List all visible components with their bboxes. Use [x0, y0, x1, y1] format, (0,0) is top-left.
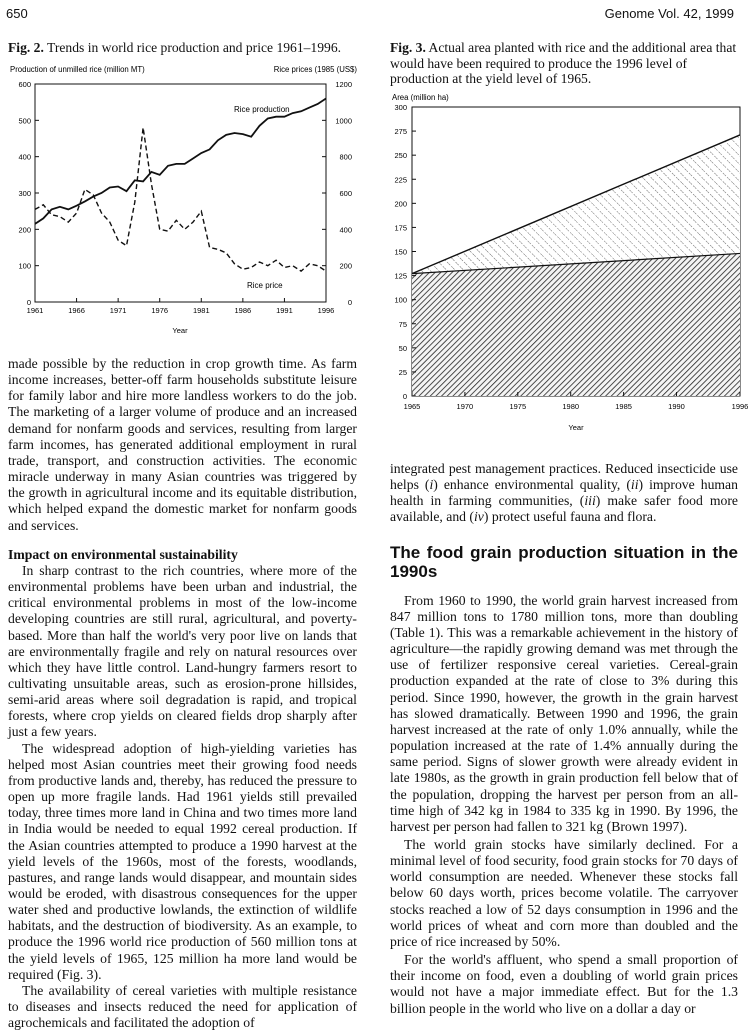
fig3-y-axis-label: Area (million ha) — [392, 93, 449, 102]
fig2-right-tick-label: 800 — [339, 152, 352, 162]
fig3-y-tick-label: 175 — [394, 223, 407, 233]
rice-production-line — [35, 99, 326, 224]
right-p0-text-a: integrated pest management practices. Reduced insecticide use helps ( — [390, 461, 738, 493]
right-paragraph-1: From 1960 to 1990, the world grain harvest increased from 847 million tons to 1780 million tons, more than doubling (Table 1). This was a remarkable achievement in the history of agriculture—the rapidly growing demand was met through the use of fertilizer responsive cereal varieties. Cereal-grain production expanded at the rate of close to 3% during this period. Since 1990, however, the growth in the grain harvest has slowed dramatically. Between 1990 and 1996, the grain harvest increased at the rate of only 1.0% annually, while the population increased at the rate of 1.4% annually during the same period. Signs of slower growth were already evident in late 1980s, as the growth in grain production fell below that of the population, dropping the harvest per person from an all-time high of 342 kg in 1984 to 335 kg in 1990. By 1996, the harvest per person had fallen to 321 kg (Brown 1997). — [390, 592, 738, 834]
fig3-y-tick-label: 300 — [394, 103, 407, 112]
right-p0-text-e: ) protect useful fauna and flora. — [483, 509, 657, 525]
right-paragraph-2: The world grain stocks have similarly declined. For a minimal level of food security, food grain stocks for 70 days of world consumption are needed. Whenever these stocks fall below 60 days worth, prices become volatile. The carryover stocks reached a low of 52 days consumption in 1996 and the world prices of wheat and corn more than doubled and the price of rice increased by 50%. — [390, 836, 738, 949]
journal-running-head: Genome Vol. 42, 1999 — [604, 6, 734, 21]
fig3-y-tick-label: 25 — [398, 367, 407, 377]
fig3-y-tick-label: 250 — [394, 151, 407, 161]
fig2-right-tick-label: 1200 — [335, 80, 352, 89]
fig3-y-tick-label: 75 — [398, 319, 407, 329]
right-column — [390, 461, 738, 1017]
right-p0-text-d: ) make safer food more available, and ( — [390, 493, 738, 525]
rice-price-line — [35, 128, 326, 272]
left-paragraph-1: In sharp contrast to the rich countries, where more of the environmental problems have been urban and industrial, the critical environmental problems in most of the low-income developing countries are still rural, agricultural, and poverty-based. More than half the world's very poor live on lands that are environmentally fragile and rely on natural resources over which they have little control. Land-hungry farmers resort to cultivating unsuitable areas, such as erosion-prone hillsides, semi-arid areas where soil degradation is rapid, and tropical forests, where crop yields on cleared fields drop sharply after just a few years. — [8, 562, 357, 740]
right-p0-text-b: ) enhance environmental quality, ( — [433, 477, 631, 493]
fig2-right-axis-label: Rice prices (1985 (US$) — [273, 65, 357, 74]
fig2-caption-text: Trends in world rice production and price 1961–1996. — [47, 40, 342, 55]
fig2-x-tick-label: 1981 — [192, 306, 210, 315]
fig2-left-tick-label: 600 — [18, 80, 31, 89]
right-p0-text-c: ) improve human health in farming communities, ( — [390, 477, 738, 509]
section-heading-food-grain-1990s: The food grain production situation in the 1990s — [390, 542, 738, 581]
fig2-x-tick-label: 1976 — [151, 306, 169, 315]
fig2-chart — [0, 62, 370, 352]
fig2-x-tick-label: 1986 — [234, 306, 252, 315]
right-p0-numeral-4: iv — [473, 509, 484, 525]
fig3-chart — [385, 90, 750, 445]
fig3-y-tick-label: 100 — [394, 295, 407, 305]
fig3-x-tick-label: 1970 — [456, 402, 474, 411]
fig3-x-tick-label: 1985 — [615, 402, 632, 411]
section-heading-environmental-sustainability: Impact on environmental sustainability — [8, 546, 238, 562]
fig2-x-tick-label: 1961 — [26, 306, 44, 315]
left-paragraph-3: The availability of cereal varieties with multiple resistance to diseases and insects reduced the need for application of agrochemicals and facilitated the adoption of — [8, 982, 357, 1031]
fig3-caption-label: Fig. 3. — [390, 40, 426, 55]
fig2-caption-label: Fig. 2. — [8, 40, 44, 55]
fig2-left-axis-label: Production of unmilled rice (million MT) — [10, 65, 145, 74]
page-number: 650 — [6, 6, 28, 21]
fig3-x-tick-label: 1975 — [509, 402, 527, 411]
fig3-x-tick-label: 1980 — [562, 402, 580, 411]
fig3-x-axis-label: Year — [568, 423, 584, 432]
rice-price-series-label: Rice price — [247, 281, 283, 290]
fig3-x-tick-label: 1996 — [731, 402, 749, 411]
fig2-left-tick-label: 300 — [18, 189, 31, 198]
fig2-x-tick-label: 1966 — [68, 306, 85, 315]
fig3-y-tick-label: 275 — [394, 127, 407, 137]
fig3-y-tick-label: 125 — [394, 271, 407, 281]
fig2-x-tick-label: 1996 — [317, 306, 335, 315]
fig2-x-tick-label: 1991 — [276, 306, 293, 315]
fig3-caption-text: Actual area planted with rice and the additional area that would have been required to produce the 1996 level of production at the yield level of 1965. — [390, 40, 737, 86]
fig2-left-tick-label: 400 — [18, 152, 31, 162]
left-paragraph-2: The widespread adoption of high-yielding varieties has helped most Asian countries meet their growing food needs from productive lands and, thereby, has reduced the pressure to open up more fragile lands. Had 1961 yields still prevailed today, three times more land in China and two times more land in India would be needed to equal 1992 cereal production. If the Asian countries attempted to produce a 1990 harvest at the yield levels of the 1960s, most of the forests, woodlands, pastures, and range lands would disappear, and mountain sides would be eroded, with disastrous consequences for the upper water shed and productive lowlands, the extinction of wildlife habitats, and the destruction of biodiversity. As an example, to produce the 1996 world rice production of 560 million tons at the yield levels of 1965, 125 million ha more land would be required (Fig. 3). — [8, 740, 357, 982]
actual-area-region — [412, 253, 740, 396]
fig3-y-tick-label: 150 — [394, 247, 407, 257]
right-paragraph-3: For the world's affluent, who spend a small proportion of their income on food, even a doubling of world grain prices would not have a major immediate effect. But for the 1.3 billion people in the world who live on a dollar a day or — [390, 952, 738, 1016]
fig3-x-tick-label: 1990 — [668, 402, 685, 411]
fig2-right-tick-label: 400 — [339, 225, 352, 235]
fig2-caption — [8, 40, 358, 56]
fig2-left-tick-label: 200 — [18, 225, 31, 235]
fig2-right-tick-label: 200 — [339, 261, 352, 271]
fig3-y-tick-label: 225 — [394, 175, 407, 185]
fig2-right-tick-label: 1000 — [335, 116, 352, 126]
fig3-x-tick-label: 1965 — [403, 402, 421, 411]
fig3-y-tick-label: 0 — [402, 392, 407, 401]
right-p0-numeral-1: i — [429, 477, 434, 493]
fig2-x-axis-label: Year — [172, 326, 188, 335]
right-paragraph-0 — [390, 461, 738, 526]
fig2-left-tick-label: 500 — [18, 116, 31, 126]
fig2-left-tick-label: 0 — [26, 298, 31, 307]
rice-production-series-label: Rice production — [234, 105, 290, 114]
fig2-left-tick-label: 100 — [18, 261, 31, 271]
fig2-right-tick-label: 0 — [347, 298, 352, 307]
fig3-y-tick-label: 200 — [394, 199, 407, 209]
fig2-x-tick-label: 1971 — [109, 306, 127, 315]
left-paragraph-0: made possible by the reduction in crop growth time. As farm income increases, better-off farm households substitute leisure for family labor and hire more landless workers to do the job. The marketing of a larger volume of produce and an increased demand for nonfarm goods and services, resulting from larger farm incomes, has generated additional employment in rural trade, transport, and construction activities. The economic miracle underway in many Asian countries was triggered by the growth in agricultural income and its equitable distribution, which helped expand the domestic market for nonfarm goods and services. — [8, 356, 357, 533]
fig3-y-tick-label: 50 — [398, 343, 407, 353]
fig3-caption — [390, 40, 738, 87]
right-p0-numeral-2: ii — [630, 477, 639, 493]
left-column — [8, 356, 357, 1031]
fig2-right-tick-label: 600 — [339, 189, 352, 198]
right-p0-numeral-3: iii — [584, 493, 596, 509]
